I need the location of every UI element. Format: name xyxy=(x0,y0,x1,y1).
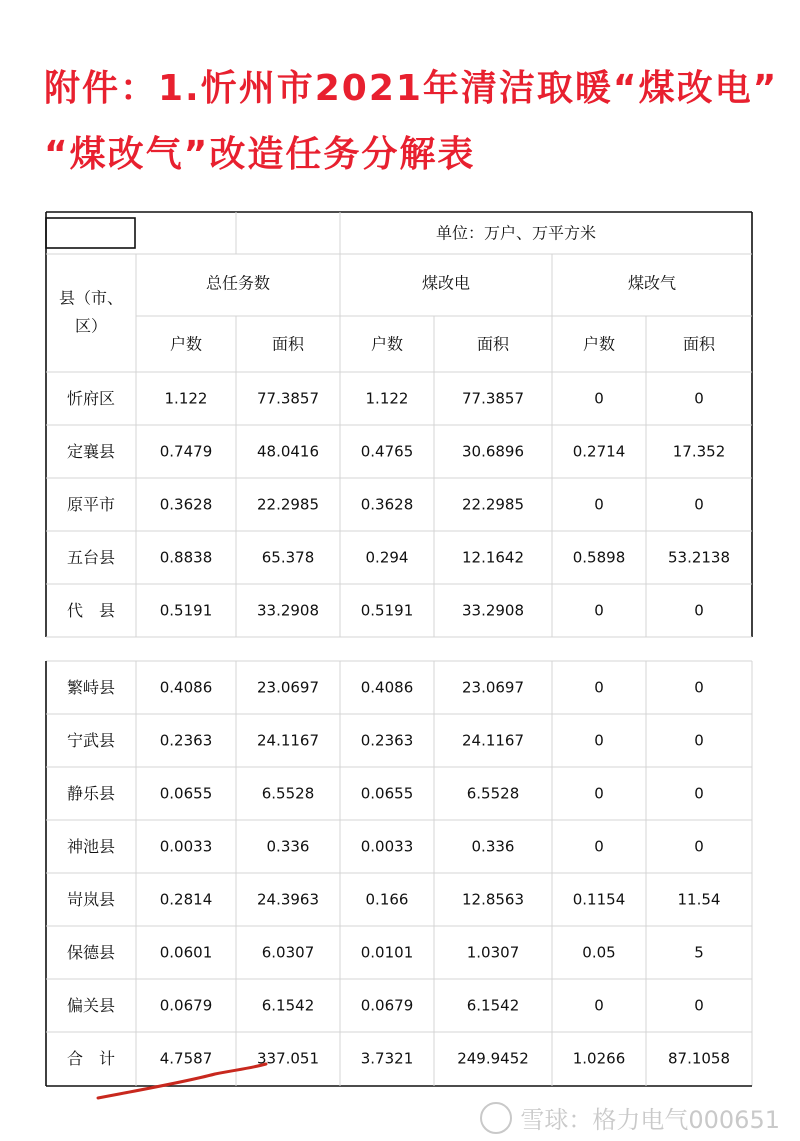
value-cell: 0.0033 xyxy=(360,837,414,856)
value-cell: 0 xyxy=(594,784,604,803)
value-cell: 0.0655 xyxy=(159,784,213,803)
region-name-cell: 合 计 xyxy=(66,1049,116,1068)
region-name-cell: 原平市 xyxy=(66,495,116,514)
value-cell: 17.352 xyxy=(672,442,726,461)
value-cell: 0.336 xyxy=(266,837,310,856)
value-cell: 0.2814 xyxy=(159,890,213,909)
value-cell: 0.5898 xyxy=(572,548,626,567)
value-cell: 1.0266 xyxy=(572,1049,626,1068)
value-cell: 0 xyxy=(694,678,704,697)
value-cell: 0 xyxy=(594,389,604,408)
value-cell: 65.378 xyxy=(261,548,315,567)
value-cell: 0.4086 xyxy=(159,678,213,697)
region-header-line-1: 县（市、 xyxy=(58,288,124,308)
value-cell: 33.2908 xyxy=(461,601,525,620)
value-cell: 6.5528 xyxy=(466,784,520,803)
empty-boxed-cell xyxy=(46,218,135,248)
subcolumn-header: 户数 xyxy=(169,334,203,354)
value-cell: 0 xyxy=(594,601,604,620)
document-title-line-2: “煤改气”改造任务分解表 xyxy=(44,134,476,175)
value-cell: 6.1542 xyxy=(466,996,520,1015)
value-cell: 0.166 xyxy=(365,890,409,909)
value-cell: 3.7321 xyxy=(360,1049,414,1068)
value-cell: 24.1167 xyxy=(256,731,320,750)
value-cell: 0.0679 xyxy=(360,996,414,1015)
value-cell: 0 xyxy=(694,601,704,620)
value-cell: 0.0679 xyxy=(159,996,213,1015)
value-cell: 24.3963 xyxy=(256,890,320,909)
value-cell: 6.5528 xyxy=(261,784,315,803)
value-cell: 0.0601 xyxy=(159,943,213,962)
region-name-cell: 保德县 xyxy=(66,943,116,962)
value-cell: 0.2363 xyxy=(159,731,213,750)
value-cell: 0 xyxy=(694,837,704,856)
watermark-text: 雪球：格力电气000651 xyxy=(520,1106,780,1134)
value-cell: 23.0697 xyxy=(461,678,525,697)
value-cell: 0 xyxy=(694,784,704,803)
value-cell: 30.6896 xyxy=(461,442,525,461)
value-cell: 0 xyxy=(694,495,704,514)
region-name-cell: 五台县 xyxy=(66,548,116,567)
value-cell: 77.3857 xyxy=(461,389,525,408)
value-cell: 22.2985 xyxy=(256,495,320,514)
value-cell: 0.1154 xyxy=(572,890,626,909)
subcolumn-header: 面积 xyxy=(476,334,510,354)
value-cell: 0.336 xyxy=(471,837,515,856)
value-cell: 48.0416 xyxy=(256,442,320,461)
value-cell: 0 xyxy=(694,996,704,1015)
value-cell: 12.1642 xyxy=(461,548,525,567)
value-cell: 0.4086 xyxy=(360,678,414,697)
value-cell: 24.1167 xyxy=(461,731,525,750)
value-cell: 0.0033 xyxy=(159,837,213,856)
value-cell: 33.2908 xyxy=(256,601,320,620)
value-cell: 0 xyxy=(594,678,604,697)
region-header-line-2: 区） xyxy=(74,316,108,336)
value-cell: 0.5191 xyxy=(360,601,414,620)
coal-to-electric-header: 煤改电 xyxy=(421,273,471,293)
value-cell: 0 xyxy=(594,731,604,750)
region-name-cell: 繁峙县 xyxy=(66,678,116,697)
value-cell: 0.0101 xyxy=(360,943,414,962)
value-cell: 77.3857 xyxy=(256,389,320,408)
value-cell: 1.122 xyxy=(164,389,208,408)
subcolumn-header: 面积 xyxy=(682,334,716,354)
value-cell: 0.5191 xyxy=(159,601,213,620)
value-cell: 337.051 xyxy=(256,1049,320,1068)
value-cell: 0.0655 xyxy=(360,784,414,803)
coal-to-gas-header: 煤改气 xyxy=(627,273,677,293)
region-name-cell: 静乐县 xyxy=(66,784,116,803)
red-pen-underline xyxy=(98,1064,266,1098)
value-cell: 4.7587 xyxy=(159,1049,213,1068)
region-name-cell: 忻府区 xyxy=(66,389,116,408)
value-cell: 0.2714 xyxy=(572,442,626,461)
region-name-cell: 定襄县 xyxy=(66,442,116,461)
value-cell: 23.0697 xyxy=(256,678,320,697)
region-name-cell: 代 县 xyxy=(66,601,116,620)
unit-label: 单位：万户、万平方米 xyxy=(435,223,597,243)
value-cell: 12.8563 xyxy=(461,890,525,909)
value-cell: 0.3628 xyxy=(360,495,414,514)
value-cell: 0.294 xyxy=(365,548,409,567)
value-cell: 0.3628 xyxy=(159,495,213,514)
document-title-line-1: 附件：1.忻州市2021年清洁取暖“煤改电” xyxy=(44,68,779,109)
total-tasks-header: 总任务数 xyxy=(205,273,271,293)
value-cell: 0 xyxy=(594,996,604,1015)
value-cell: 0.2363 xyxy=(360,731,414,750)
value-cell: 5 xyxy=(694,943,704,962)
value-cell: 0 xyxy=(694,389,704,408)
region-name-cell: 岢岚县 xyxy=(66,890,116,909)
subcolumn-header: 户数 xyxy=(370,334,404,354)
value-cell: 6.0307 xyxy=(261,943,315,962)
value-cell: 1.122 xyxy=(365,389,409,408)
value-cell: 53.2138 xyxy=(667,548,731,567)
value-cell: 249.9452 xyxy=(457,1049,529,1068)
region-name-cell: 宁武县 xyxy=(66,731,116,750)
value-cell: 11.54 xyxy=(677,890,721,909)
value-cell: 0.8838 xyxy=(159,548,213,567)
snowball-logo-icon xyxy=(480,1102,512,1134)
watermark xyxy=(480,1100,780,1135)
value-cell: 1.0307 xyxy=(466,943,520,962)
value-cell: 0 xyxy=(594,837,604,856)
table-text xyxy=(59,224,730,1069)
value-cell: 87.1058 xyxy=(667,1049,731,1068)
value-cell: 22.2985 xyxy=(461,495,525,514)
subcolumn-header: 户数 xyxy=(582,334,616,354)
value-cell: 6.1542 xyxy=(261,996,315,1015)
subcolumn-header: 面积 xyxy=(271,334,305,354)
value-cell: 0.7479 xyxy=(159,442,213,461)
region-name-cell: 偏关县 xyxy=(66,996,116,1015)
value-cell: 0.05 xyxy=(582,943,616,962)
region-name-cell: 神池县 xyxy=(66,837,116,856)
value-cell: 0.4765 xyxy=(360,442,414,461)
value-cell: 0 xyxy=(594,495,604,514)
value-cell: 0 xyxy=(694,731,704,750)
